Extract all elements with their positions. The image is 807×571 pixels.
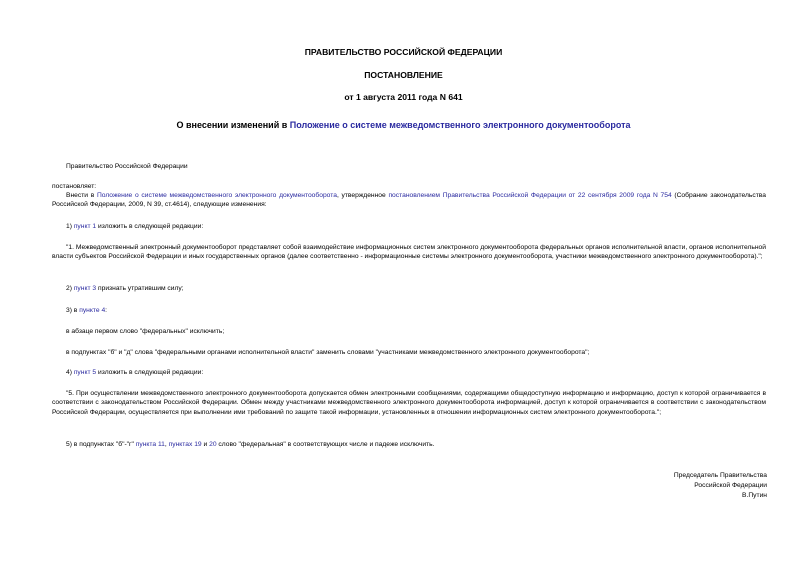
item3-post: : — [105, 307, 108, 314]
item5-sep-2: и — [201, 441, 210, 448]
regulation-link[interactable]: Положение о системе межведомственного электронного документооборота — [96, 192, 337, 199]
item-1-quote: "1. Межведомственный электронный документооборот представляет собой взаимодействие информационных систем электронного документооборота федеральных органов исполнительной власти, органов исполнительной власти субъектов Российской Федерации и иных государственных органов (далее соответственно - информационные системы электронного документооборота, участники межведомственного электронного документооборота)."; — [52, 244, 766, 261]
title-link[interactable]: Положение о системе межведомственного электронного документооборота — [289, 120, 631, 130]
p1-text-mid: , утвержденное — [336, 192, 389, 199]
item5-sep-1: , — [164, 441, 169, 448]
signature-country: Российской Федерации — [694, 482, 767, 489]
item2-pre: 2) — [66, 285, 74, 292]
signature-title: Председатель Правительства — [673, 472, 767, 479]
resolves-line: постановляет: — [52, 183, 97, 190]
item3-link[interactable]: пункте 4 — [79, 307, 106, 314]
item3-pre: 3) в — [66, 307, 80, 314]
item4-post: изложить в следующей редакции: — [96, 369, 204, 376]
main-paragraph — [52, 191, 766, 210]
p1-text-post: (Собрание законодательства Российской Федерации, 2009, N 39, ст.4614), следующие изменения: — [52, 192, 766, 209]
item-5 — [66, 440, 434, 449]
item5-post: слово "федеральная" в соответствующих числе и падеже исключить. — [216, 441, 435, 448]
item2-post: признать утратившим силу; — [96, 285, 184, 292]
item5-link-19[interactable]: пунктах 19 — [168, 441, 202, 448]
item-3-b: в подпунктах "б" и "д" слова "федеральными органами исполнительной власти" заменить словами "участниками межведомственного электронного документооборота"; — [66, 349, 590, 356]
item-2 — [66, 284, 184, 293]
signature-name: В.Путин — [742, 492, 767, 499]
item4-pre: 4) — [66, 369, 74, 376]
document-title — [0, 120, 807, 131]
org-header: ПРАВИТЕЛЬСТВО РОССИЙСКОЙ ФЕДЕРАЦИИ — [304, 47, 503, 57]
p1-text-pre: Внести в — [66, 192, 97, 199]
date-number: от 1 августа 2011 года N 641 — [344, 92, 463, 102]
item5-link-20[interactable]: 20 — [209, 441, 217, 448]
item-4-quote: "5. При осуществлении межведомственного электронного документооборота допускается обмен электронными сообщениями, содержащими общедоступную информацию и информацию, доступ к которой ограничивается в соответствии с законодательством Российской Федерации. Обмен между участниками межведомственного электронного документооборота информацией, доступ к которой ограничивается в соответствии с законодательством Российской Федерации, осуществляется при выполнении ими требований по защите такой информации, установленных в отношении информационных систем электронного документооборота."; — [52, 390, 766, 416]
item1-pre: 1) — [66, 223, 74, 230]
item4-link[interactable]: пункт 5 — [73, 369, 97, 376]
item-4 — [66, 368, 203, 377]
title-prefix: О внесении изменений в — [176, 120, 290, 130]
resolution-754-link[interactable]: постановлением Правительства Российской Федерации от 22 сентября 2009 года N 754 — [388, 192, 672, 199]
item1-post: изложить в следующей редакции: — [96, 223, 204, 230]
item1-link[interactable]: пункт 1 — [73, 223, 97, 230]
item-3 — [66, 306, 107, 315]
item5-link-11[interactable]: пункта 11 — [135, 441, 165, 448]
doc-type: ПОСТАНОВЛЕНИЕ — [364, 70, 443, 80]
item2-link[interactable]: пункт 3 — [73, 285, 97, 292]
item-3-a: в абзаце первом слово "федеральных" исключить; — [66, 328, 225, 335]
item-1 — [66, 222, 203, 231]
item5-pre: 5) в подпунктах "б"-"г" — [66, 441, 136, 448]
government-line: Правительство Российской Федерации — [66, 163, 188, 170]
